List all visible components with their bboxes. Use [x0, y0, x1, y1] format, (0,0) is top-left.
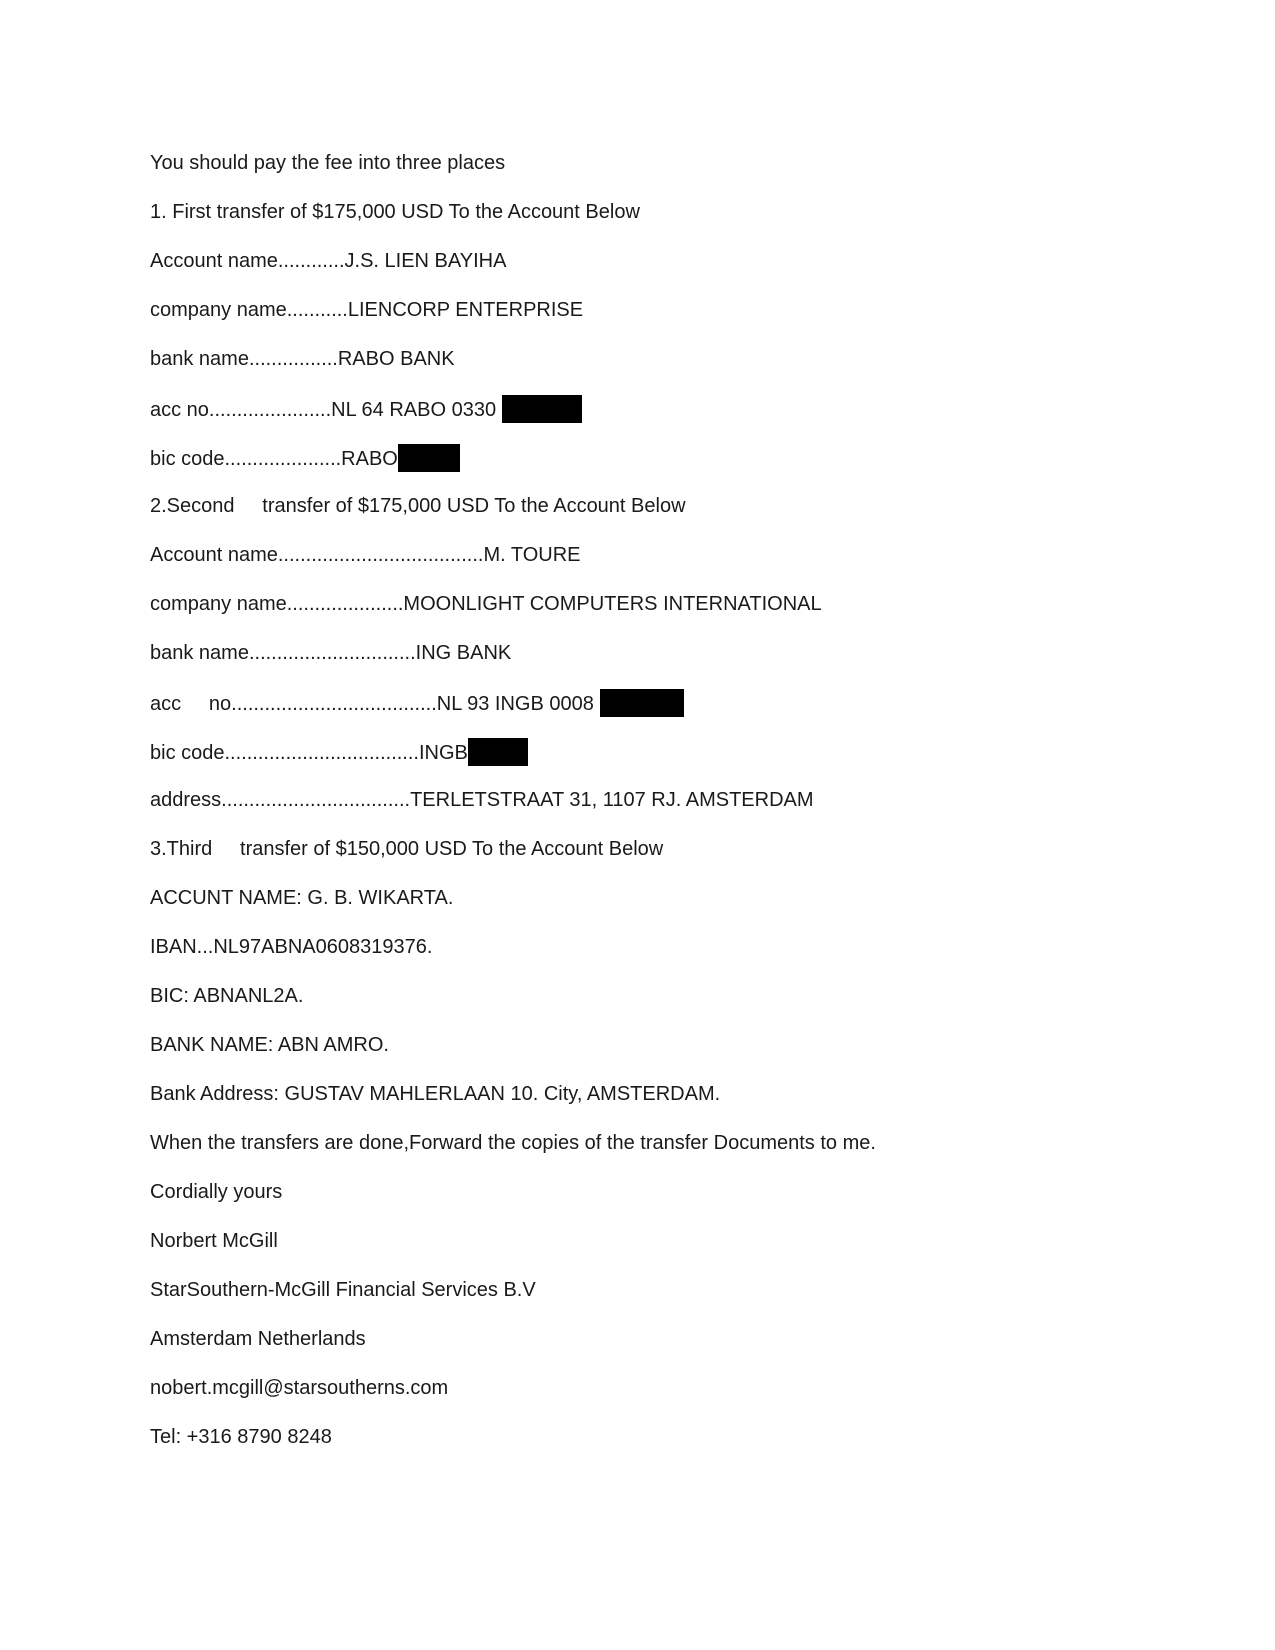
- transfer1-bank-name: bank name................RABO BANK: [150, 348, 455, 370]
- transfer2-acc-no-row: [150, 689, 1150, 738]
- transfer2-heading: 2.Second transfer of $175,000 USD To the Account Below: [150, 495, 686, 517]
- intro-line: You should pay the fee into three places: [150, 152, 506, 174]
- transfer2-account-name: Account name.....................................M. TOURE: [150, 544, 581, 566]
- redaction-box: [398, 444, 460, 472]
- redaction-box: [468, 738, 528, 766]
- transfer2-company-name: company name.....................MOONLIGHT COMPUTERS INTERNATIONAL: [150, 593, 822, 615]
- signoff-line: Cordially yours: [150, 1181, 283, 1203]
- transfer1-company-name: company name...........LIENCORP ENTERPRISE: [150, 299, 584, 321]
- transfer2-bic-row: [150, 738, 1150, 787]
- signature-tel: Tel: +316 8790 8248: [150, 1426, 332, 1448]
- signature-company: StarSouthern-McGill Financial Services B.V: [150, 1279, 536, 1301]
- transfer2-address: address..................................TERLETSTRAAT 31, 1107 RJ. AMSTERDAM: [150, 789, 814, 811]
- transfer2-bic-code: bic code...................................INGB: [150, 742, 468, 764]
- redaction-box: [502, 395, 582, 423]
- transfer2-bank-name: bank name..............................ING BANK: [150, 642, 512, 664]
- transfer1-acc-no: acc no......................NL 64 RABO 0330: [150, 399, 497, 421]
- letter-page: [150, 150, 1150, 1473]
- transfer3-heading: 3.Third transfer of $150,000 USD To the Account Below: [150, 838, 664, 860]
- transfer3-account-name: ACCUNT NAME: G. B. WIKARTA.: [150, 887, 454, 909]
- signature-location: Amsterdam Netherlands: [150, 1328, 366, 1350]
- closing-line: When the transfers are done,Forward the copies of the transfer Documents to me.: [150, 1132, 876, 1154]
- transfer1-heading: 1. First transfer of $175,000 USD To the Account Below: [150, 201, 640, 223]
- signature-name: Norbert McGill: [150, 1230, 278, 1252]
- redaction-box: [600, 689, 684, 717]
- transfer1-account-name: Account name............J.S. LIEN BAYIHA: [150, 250, 507, 272]
- transfer2-acc-no: acc no.....................................NL 93 INGB 0008: [150, 693, 594, 715]
- transfer1-bic-row: [150, 444, 1150, 493]
- signature-email: nobert.mcgill@starsoutherns.com: [150, 1377, 449, 1399]
- transfer1-acc-no-row: [150, 395, 1150, 444]
- transfer3-bic: BIC: ABNANL2A.: [150, 985, 304, 1007]
- transfer3-iban: IBAN...NL97ABNA0608319376.: [150, 936, 433, 958]
- transfer1-bic-code: bic code.....................RABO: [150, 448, 398, 470]
- transfer3-bank-name: BANK NAME: ABN AMRO.: [150, 1034, 389, 1056]
- transfer3-bank-address: Bank Address: GUSTAV MAHLERLAAN 10. City, AMSTERDAM.: [150, 1083, 721, 1105]
